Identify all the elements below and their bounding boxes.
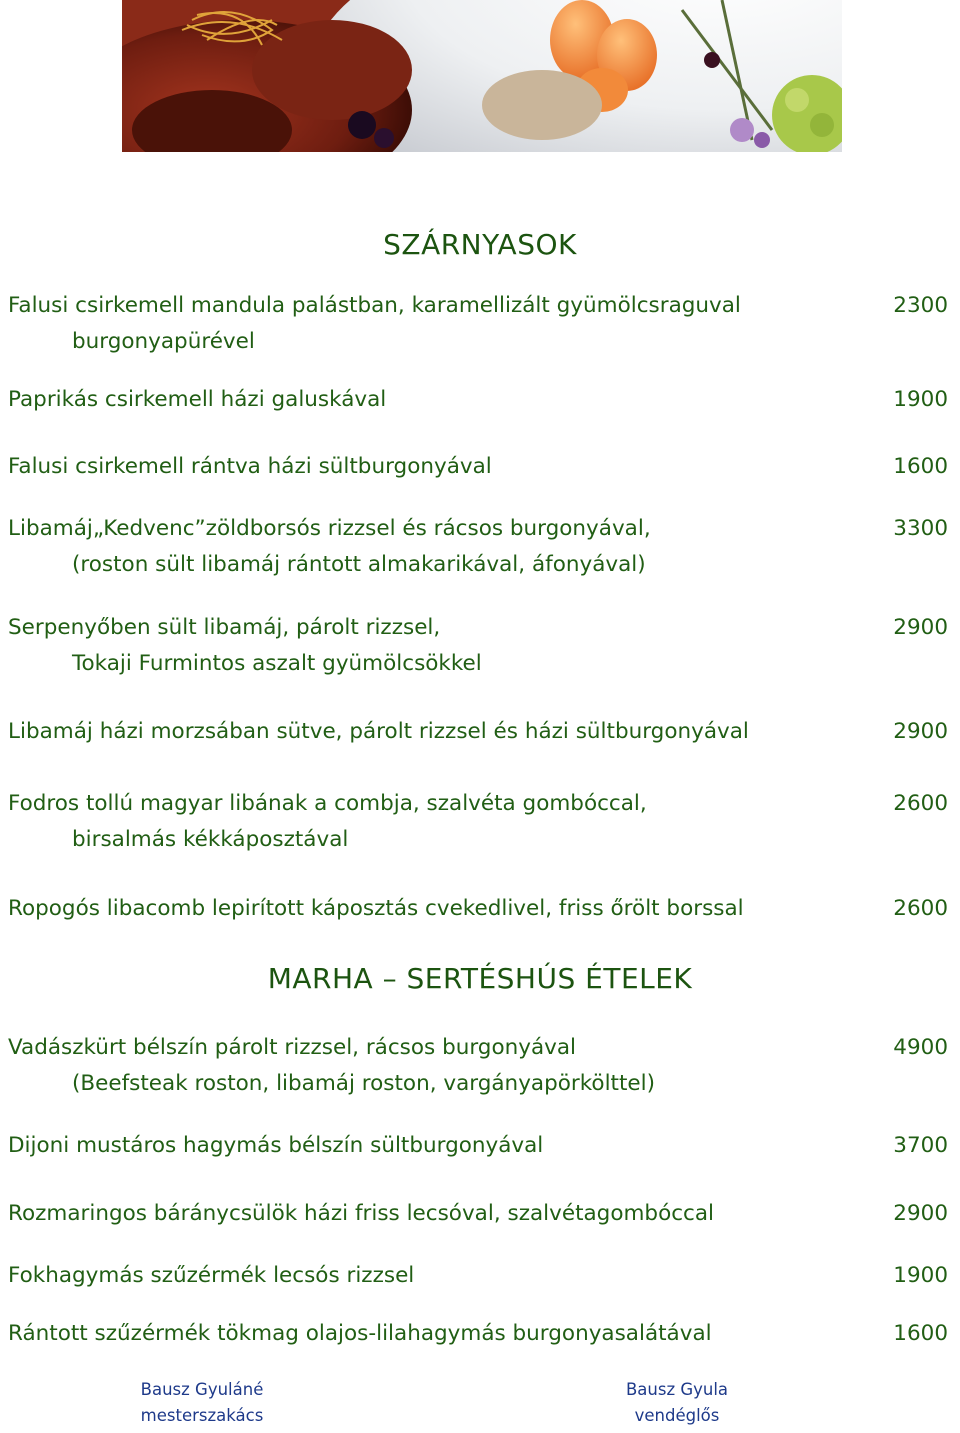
signature-role: vendéglős	[634, 1406, 720, 1425]
signature-chef	[92, 1377, 312, 1429]
dish-description: birsalmás kékkáposztával	[72, 827, 349, 852]
dish-price: 2900	[893, 719, 948, 744]
dish-price: 3700	[893, 1133, 948, 1158]
dish-price: 4900	[893, 1035, 948, 1060]
menu-item	[8, 449, 952, 485]
menu-item	[8, 891, 952, 927]
section-title-poultry: SZÁRNYASOK	[383, 228, 577, 261]
dish-name: Falusi csirkemell rántva házi sültburgonyával	[8, 454, 492, 479]
dish-price: 2900	[893, 1201, 948, 1226]
dish-price: 1900	[893, 387, 948, 412]
dish-price: 2600	[893, 791, 948, 816]
dish-price: 1600	[893, 1321, 948, 1346]
dish-name: Serpenyőben sült libamáj, párolt rizzsel,	[8, 615, 441, 640]
dish-description: Tokaji Furmintos aszalt gyümölcsökkel	[72, 651, 482, 676]
dish-name: Fokhagymás szűzérmék lecsós rizzsel	[8, 1263, 415, 1288]
dish-description: burgonyapürével	[72, 329, 255, 354]
dish-name: Libamáj„Kedvenc”zöldborsós rizzsel és rácsos burgonyával,	[8, 516, 651, 541]
dish-name: Paprikás csirkemell házi galuskával	[8, 387, 387, 412]
section-title-beef-pork: MARHA – SERTÉSHÚS ÉTELEK	[267, 962, 693, 995]
dish-price: 2300	[893, 293, 948, 318]
menu-item	[8, 1128, 952, 1164]
food-photo	[122, 0, 842, 152]
dish-price: 3300	[893, 516, 948, 541]
menu-item	[8, 1030, 952, 1102]
menu-item	[8, 511, 952, 583]
menu-item	[8, 1258, 952, 1294]
signature-name: Bausz Gyula	[625, 1380, 729, 1399]
dish-price: 1600	[893, 454, 948, 479]
dish-name: Rántott szűzérmék tökmag olajos-lilahagymás burgonyasalátával	[8, 1321, 712, 1346]
signature-owner	[567, 1377, 787, 1429]
dish-price: 1900	[893, 1263, 948, 1288]
dish-description: (Beefsteak roston, libamáj roston, vargányapörkölttel)	[72, 1071, 655, 1096]
menu-item	[8, 786, 952, 858]
signature-role: mesterszakács	[140, 1406, 264, 1425]
signature-name: Bausz Gyuláné	[140, 1380, 264, 1399]
dish-price: 2900	[893, 615, 948, 640]
dish-price: 2600	[893, 896, 948, 921]
dish-name: Dijoni mustáros hagymás bélszín sültburgonyával	[8, 1133, 544, 1158]
menu-item	[8, 610, 952, 682]
menu-item	[8, 1316, 952, 1352]
menu-item	[8, 288, 952, 360]
menu-item	[8, 382, 952, 418]
dish-name: Libamáj házi morzsában sütve, párolt rizzsel és házi sültburgonyával	[8, 719, 749, 744]
menu-item	[8, 1196, 952, 1232]
dish-name: Fodros tollú magyar libának a combja, szalvéta gombóccal,	[8, 791, 647, 816]
dish-name: Ropogós libacomb lepirított káposztás cvekedlivel, friss őrölt borssal	[8, 896, 744, 921]
dish-name: Vadászkürt bélszín párolt rizzsel, rácsos burgonyával	[8, 1035, 577, 1060]
dish-name: Falusi csirkemell mandula palástban, karamellizált gyümölcsraguval	[8, 293, 741, 318]
menu-item	[8, 714, 952, 750]
dish-name: Rozmaringos báránycsülök házi friss lecsóval, szalvétagombóccal	[8, 1201, 715, 1226]
dish-description: (roston sült libamáj rántott almakarikával, áfonyával)	[72, 552, 646, 577]
